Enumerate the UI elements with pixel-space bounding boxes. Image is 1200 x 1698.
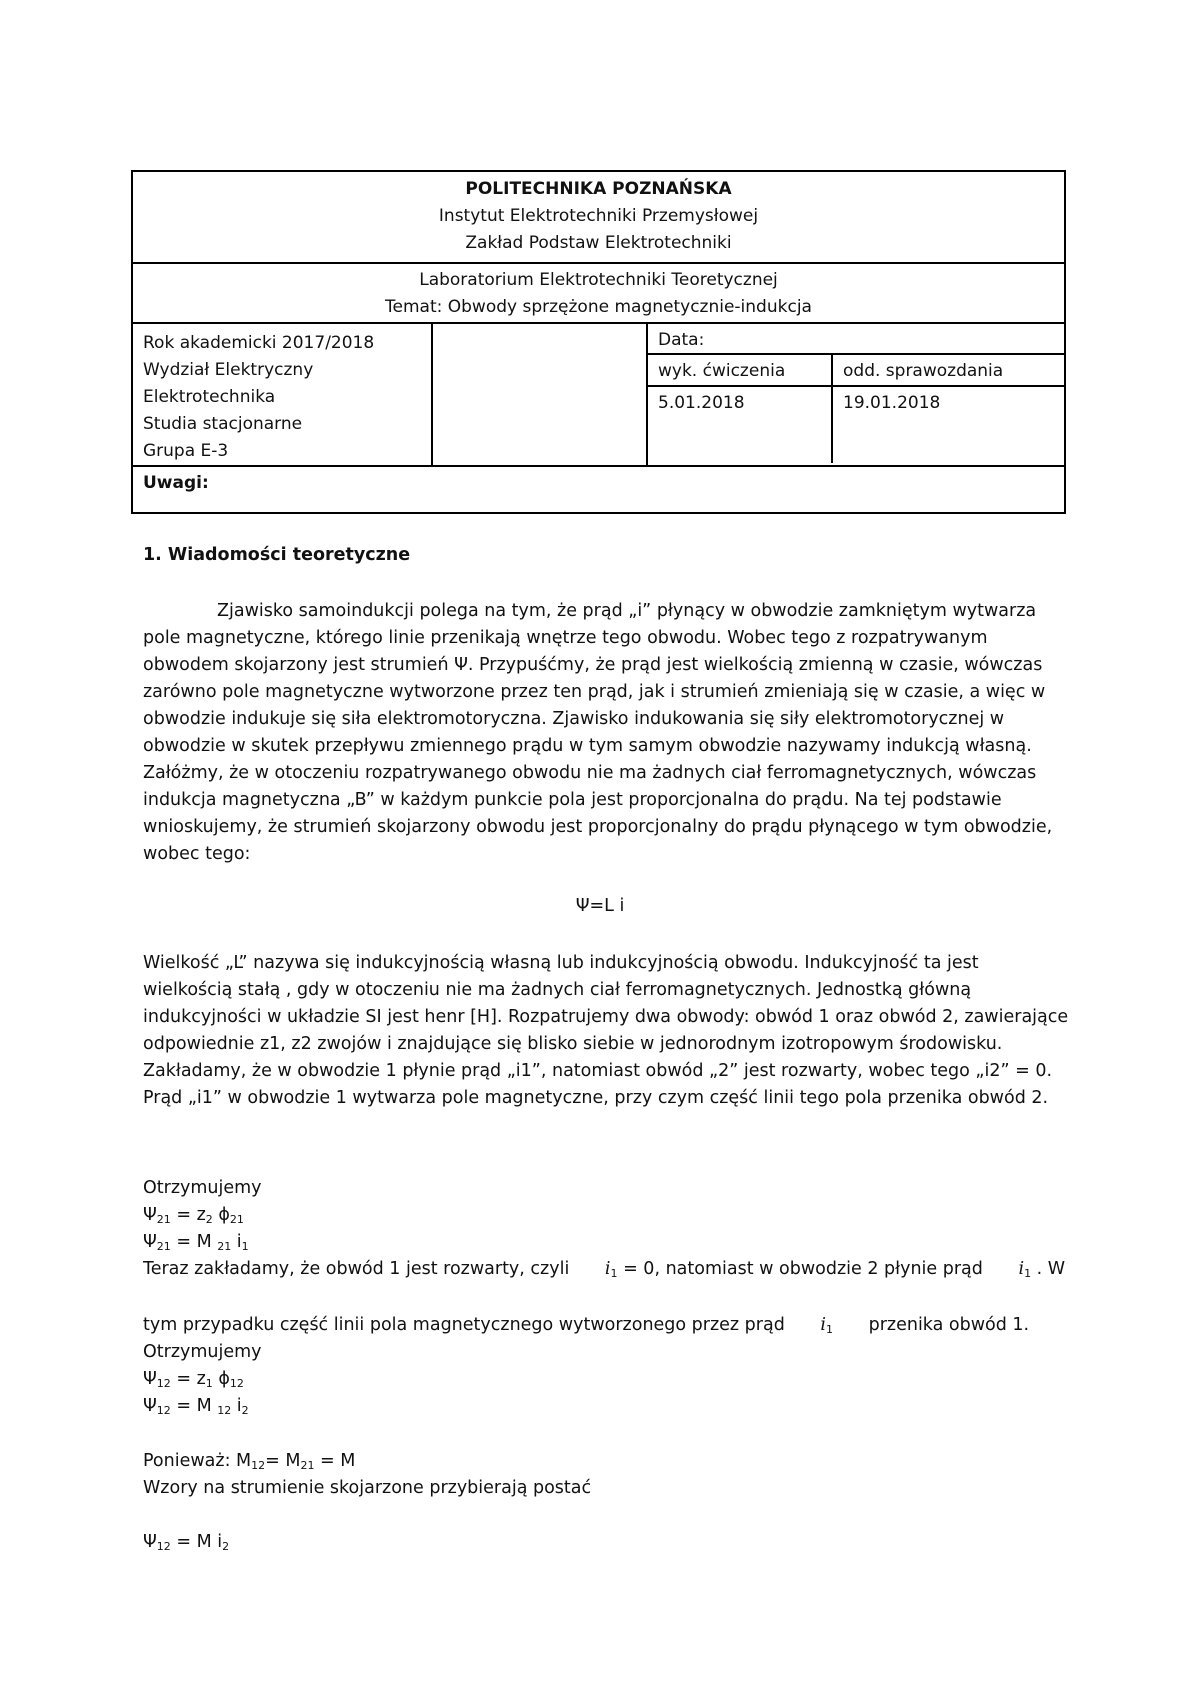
paragraph-inductance: Wielkość „L” nazywa się indukcyjnością własną lub indukcyjnością obwodu. Indukcyjność ta jest wielkością stałą , gdy w otoczeniu nie ma żadnych ciał ferromagnetycznych. Jednostką główną indukcyjności w układzie SI jest henr [H]. Rozpatrujemy dwa obwody: obwód 1 oraz obwód 2, zawierające odpowiednie z1, z2 zwojów i znajdujące się blisko siebie w jednorodnym izotropowym środowisku. Zakładamy, że w obwodzie 1 płynie prąd „i1”, natomiast obwód „2” jest rozwarty, wobec tego „i2” = 0. Prąd „i1” w obwodzie 1 wytwarza pole magnetyczne, przy czym część linii tego pola przenika obwód 2. <box>143 953 1069 1108</box>
case-end: przenika obwód 1. <box>868 1315 1030 1335</box>
info-row <box>133 324 1064 467</box>
lab-header <box>133 264 1064 324</box>
header-table <box>131 170 1066 514</box>
date-label: Data: <box>648 324 1064 355</box>
lab-name: Laboratorium Elektrotechniki Teoretycznej <box>419 270 778 290</box>
receive-label-1: Otrzymujemy <box>143 1178 262 1198</box>
assume-text-end: . W <box>1036 1259 1066 1279</box>
date-values <box>648 387 1064 463</box>
paragraph-theory: Zjawisko samoindukcji polega na tym, że prąd „i” płynący w obwodzie zamkniętym wytwarza pole magnetyczne, którego linie przenikają wnętrze tego obwodu. Wobec tego z rozpatrywanym obwodem skojarzony jest strumień Ψ. Przypuśćmy, że prąd jest wielkością zmienną w czasie, wówczas zarówno pole magnetyczne wytworzone przez ten prąd, jak i strumień zmieniają się w czasie, a więc w obwodzie indukuje się siła elektromotoryczna. Zjawisko indukowania się siły elektromotorycznej w obwodzie w skutek przepływu zmiennego prądu w tym samym obwodzie nazywamy indukcją własną. Załóżmy, że w otoczeniu rozpatrywanego obwodu nie ma żadnych ciał ferromagnetycznych, wówczas indukcja magnetyczna „B” w każdym punkcie pola jest proporcjonalna do prądu. Na tej podstawie wnioskujemy, że strumień skojarzony obwodu jest proporcjonalny do prądu płynącego w tym obwodzie, wobec tego: <box>143 601 1053 864</box>
forms-text: Wzory na strumienie skojarzone przybierają postać <box>143 1478 592 1498</box>
formula-psi12-z: $\Psi_{12} = z_1$ $\phi_{12}$ <box>143 1369 244 1390</box>
group: Grupa E-3 <box>143 441 229 461</box>
case-text: tym przypadku część linii pola magnetycznego wytworzonego przez prąd <box>143 1315 785 1335</box>
because-line: Ponieważ: $M_{12}= M_{21} = M$ <box>143 1451 356 1472</box>
empty-cell <box>433 324 648 465</box>
topic: Temat: Obwody sprzężone magnetycznie-indukcja <box>385 297 812 317</box>
field-of-study: Elektrotechnika <box>143 387 276 407</box>
assume-text: Teraz zakładamy, że obwód 1 jest rozwarty, czyli <box>143 1259 570 1279</box>
dates-cell <box>648 324 1064 465</box>
report-date-header: odd. sprawozdania <box>843 361 1004 381</box>
date-headers <box>648 355 1064 387</box>
university-name: POLITECHNIKA POZNAŃSKA <box>465 179 732 199</box>
institution-header <box>133 172 1064 264</box>
department-name: Zakład Podstaw Elektrotechniki <box>465 233 732 253</box>
exercise-date: 5.01.2018 <box>648 387 833 463</box>
formula-psi12-final: $\Psi_{12} = M$ $i_2$ <box>143 1532 230 1553</box>
because-label: Ponieważ: <box>143 1451 231 1471</box>
faculty: Wydział Elektryczny <box>143 360 314 380</box>
formula-psi-li: Ψ=L i <box>575 896 625 916</box>
section-title: 1. Wiadomości teoretyczne <box>143 545 411 565</box>
exercise-date-header: wyk. ćwiczenia <box>648 355 833 385</box>
formula-psi21-z: $\Psi_{21} = z_2$ $\phi_{21}$ <box>143 1205 244 1226</box>
study-mode: Studia stacjonarne <box>143 414 303 434</box>
student-info <box>133 324 433 465</box>
academic-year: Rok akademicki 2017/2018 <box>143 333 375 353</box>
assume-line: Teraz zakładamy, że obwód 1 jest rozwarty, czyli $i_1 = 0$, natomiast w obwodzie 2 płynie prąd $i_1$ . W <box>143 1259 1066 1280</box>
remarks-label: Uwagi: <box>143 473 209 493</box>
report-date: 19.01.2018 <box>843 393 941 413</box>
case-line: tym przypadku część linii pola magnetycznego wytworzonego przez prąd $i_1$ przenika obwód 1. <box>143 1315 1030 1336</box>
receive-label-2: Otrzymujemy <box>143 1342 262 1362</box>
institute-name: Instytut Elektrotechniki Przemysłowej <box>438 206 759 226</box>
formula-psi12-m: $\Psi_{12} = M$ $_{12}$ $i_2$ <box>143 1396 249 1417</box>
formula-psi21-m: $\Psi_{21} = M$ $_{21}$ $i_1$ <box>143 1232 249 1253</box>
assume-text-mid: = 0, natomiast w obwodzie 2 płynie prąd <box>623 1259 983 1279</box>
